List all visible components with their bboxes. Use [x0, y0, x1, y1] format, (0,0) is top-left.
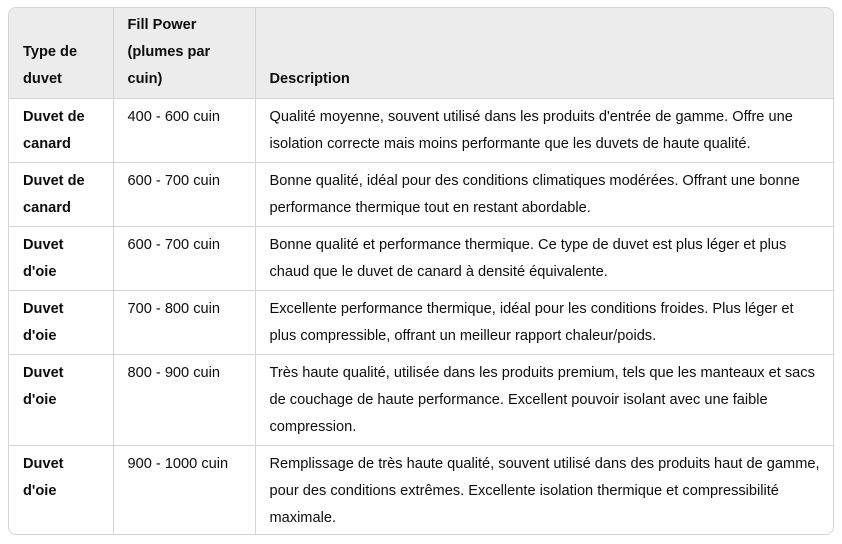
table-row [9, 446, 833, 536]
header-description: Description [255, 8, 833, 99]
table-body [9, 99, 833, 536]
cell-fill-power: 600 - 700 cuin [113, 227, 255, 291]
cell-type: Duvet d'oie [9, 227, 113, 291]
table-row [9, 227, 833, 291]
cell-description: Qualité moyenne, souvent utilisé dans les produits d'entrée de gamme. Offre une isolation correcte mais moins performante que les duvets de haute qualité. [255, 99, 833, 163]
cell-type: Duvet d'oie [9, 355, 113, 446]
cell-description: Bonne qualité, idéal pour des conditions climatiques modérées. Offrant une bonne performance thermique tout en restant abordable. [255, 163, 833, 227]
cell-type: Duvet de canard [9, 163, 113, 227]
cell-fill-power: 700 - 800 cuin [113, 291, 255, 355]
cell-description: Bonne qualité et performance thermique. Ce type de duvet est plus léger et plus chaud que le duvet de canard à densité équivalente. [255, 227, 833, 291]
table-row [9, 355, 833, 446]
cell-description: Très haute qualité, utilisée dans les produits premium, tels que les manteaux et sacs de couchage de haute performance. Excellent pouvoir isolant avec une faible compression. [255, 355, 833, 446]
table-row [9, 291, 833, 355]
header-type: Type de duvet [9, 8, 113, 99]
table-header [9, 8, 833, 99]
cell-type: Duvet d'oie [9, 446, 113, 536]
header-fill-power: Fill Power (plumes par cuin) [113, 8, 255, 99]
table-row [9, 163, 833, 227]
cell-fill-power: 900 - 1000 cuin [113, 446, 255, 536]
down-fill-power-table-container [8, 7, 834, 535]
cell-fill-power: 400 - 600 cuin [113, 99, 255, 163]
cell-fill-power: 600 - 700 cuin [113, 163, 255, 227]
cell-type: Duvet d'oie [9, 291, 113, 355]
cell-fill-power: 800 - 900 cuin [113, 355, 255, 446]
cell-description: Excellente performance thermique, idéal pour les conditions froides. Plus léger et plus compressible, offrant un meilleur rapport chaleur/poids. [255, 291, 833, 355]
table-header-row [9, 8, 833, 99]
table-row [9, 99, 833, 163]
cell-description: Remplissage de très haute qualité, souvent utilisé dans des produits haut de gamme, pour des conditions extrêmes. Excellente isolation thermique et compressibilité maximale. [269, 456, 820, 526]
cell-type: Duvet de canard [9, 99, 113, 163]
down-fill-power-table [9, 8, 833, 535]
